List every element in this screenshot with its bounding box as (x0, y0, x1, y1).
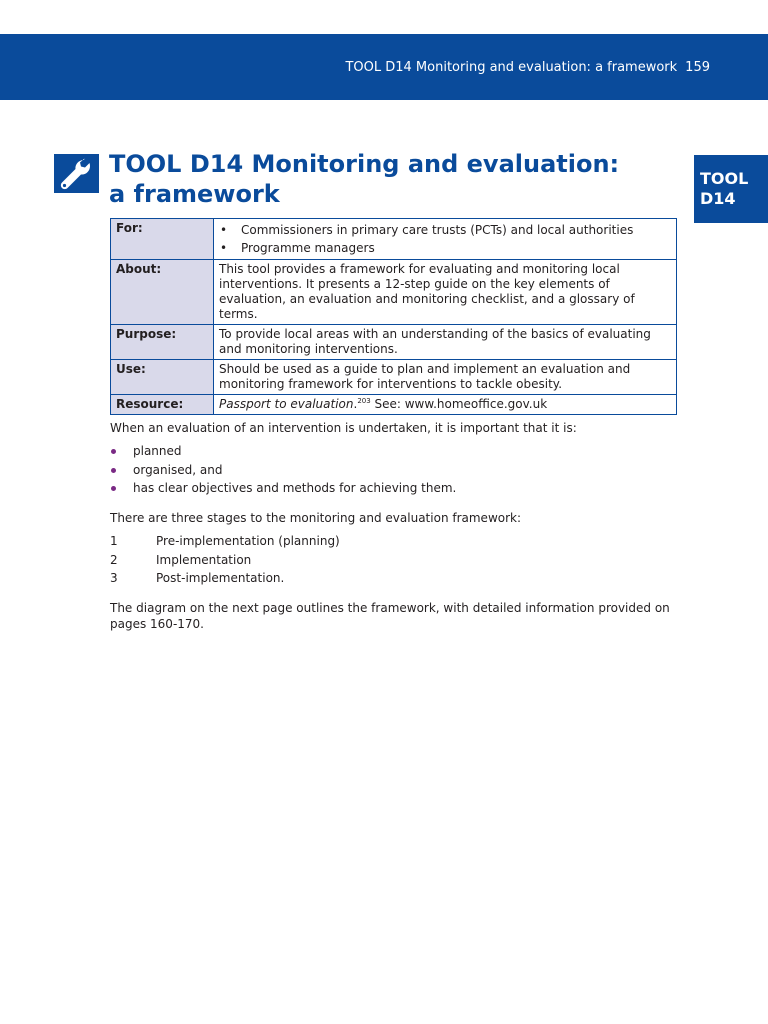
for-label: For: (111, 219, 214, 260)
table-row-for (111, 219, 677, 260)
intro-paragraph: When an evaluation of an intervention is undertaken, it is important that it is: (110, 421, 577, 435)
stage-number: 1 (110, 534, 118, 548)
about-label: About: (111, 260, 214, 325)
title-line1: TOOL D14 Monitoring and evaluation: (109, 150, 620, 178)
for-item: • Programme managers (219, 239, 672, 257)
side-tab-line2: D14 (700, 189, 736, 208)
for-value (214, 219, 677, 260)
header-bar (0, 34, 768, 100)
tool-summary-table (110, 218, 677, 415)
stage-item (110, 551, 340, 570)
wrench-icon-svg (54, 154, 99, 193)
stages-intro: There are three stages to the monitoring and evaluation framework: (110, 511, 522, 525)
running-title: TOOL D14 Monitoring and evaluation: a framework (345, 60, 678, 75)
list-item: organised, and (110, 461, 456, 480)
stage-label: Pre-implementation (planning) (156, 534, 340, 548)
list-item: has clear objectives and methods for achieving them. (110, 479, 456, 498)
about-value: This tool provides a framework for evaluating and monitoring local interventions. It presents a 12-step guide on the key elements of evaluation, an evaluation and monitoring checklist, and a glossary of terms. (214, 260, 677, 325)
stage-label: Post-implementation. (156, 571, 285, 585)
resource-label: Resource: (111, 395, 214, 415)
table-row-resource (111, 395, 677, 415)
footnote-ref: 203 (357, 397, 371, 405)
use-label: Use: (111, 360, 214, 395)
for-list (219, 221, 672, 257)
page-title (109, 149, 679, 209)
purpose-value: To provide local areas with an understanding of the basics of evaluating and monitoring interventions. (214, 325, 677, 360)
purpose-label: Purpose: (111, 325, 214, 360)
closing-paragraph: The diagram on the next page outlines the framework, with detailed information provided on pages 160-170. (110, 601, 670, 631)
side-tab (694, 155, 768, 223)
stage-number: 2 (110, 552, 118, 567)
table-row-about (111, 260, 677, 325)
resource-title: Passport to evaluation (219, 397, 354, 411)
title-line2: a framework (109, 180, 280, 208)
resource-period: . (353, 397, 358, 411)
wrench-icon (54, 154, 99, 193)
resource-value (214, 395, 677, 415)
stages-list (110, 532, 340, 588)
side-tab-line1: TOOL (700, 169, 749, 188)
for-item: • Commissioners in primary care trusts (PCTs) and local authorities (219, 221, 672, 239)
table-row-use (111, 360, 677, 395)
stage-item (110, 532, 340, 551)
requirements-list (110, 442, 456, 498)
stage-number: 3 (110, 571, 118, 585)
resource-link-text: See: www.homeoffice.gov.uk (370, 397, 548, 411)
page-number: 159 (685, 60, 710, 75)
stage-item (110, 569, 340, 588)
table-row-purpose (111, 325, 677, 360)
running-header (345, 60, 710, 75)
use-value: Should be used as a guide to plan and implement an evaluation and monitoring framework for interventions to tackle obesity. (214, 360, 677, 395)
stage-label: Implementation (156, 552, 252, 567)
list-item: planned (110, 442, 456, 461)
